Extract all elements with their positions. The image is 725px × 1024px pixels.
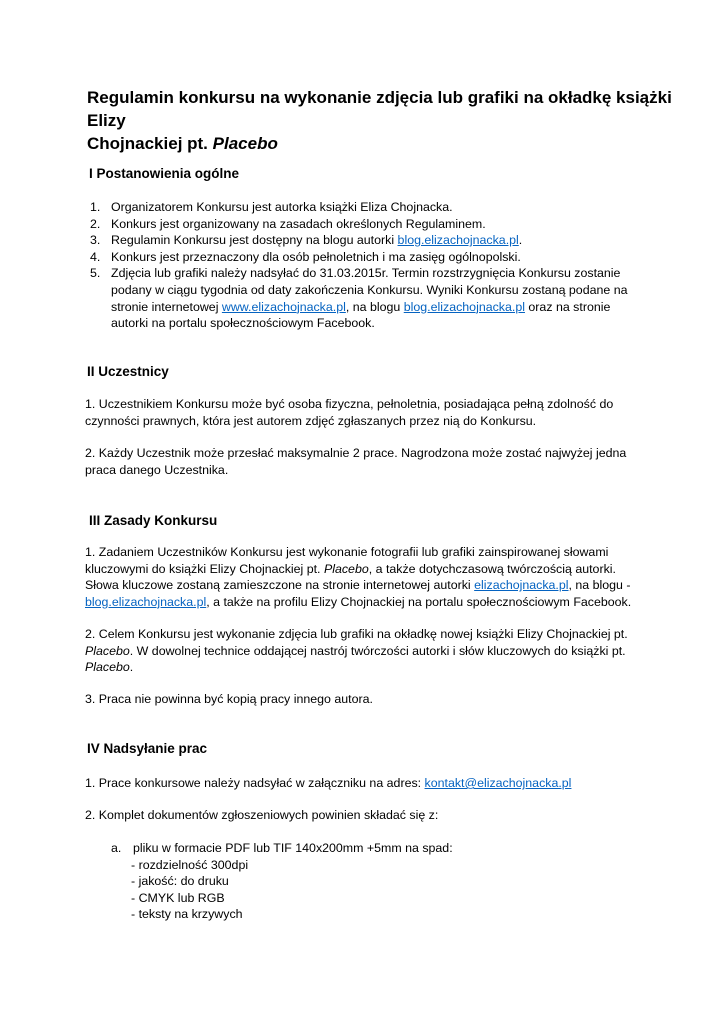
section-2-paragraph-1: 1. Uczestnikiem Konkursu może być osoba fizyczna, pełnoletnia, posiadająca pełną zdolność do czynności prawnych, która jest autorem zdjęć zgłaszanych przez nią do Konkursu. (85, 397, 614, 428)
section-2-heading: II Uczestnicy (87, 364, 169, 379)
blog-link[interactable]: blog.elizachojnacka.pl (403, 299, 525, 314)
title-book-name: Placebo (212, 134, 278, 153)
list-item: - CMYK lub RGB (131, 891, 225, 905)
list-item: 5. Zdjęcia lub grafiki należy nadsyłać do 31.03.2015r. Termin rozstrzygnięcia Konkursu zostanie podany w ciągu tygodnia od daty zakończenia Konkursu. Wyniki Konkursu zostaną podane na stronie internetowej www.elizachojnacka.pl, na blogu blog.elizachojnacka.pl oraz na stronie autorki na portalu społecznościowym Facebook. (90, 266, 628, 331)
website-link[interactable]: elizachojnacka.pl (474, 578, 569, 593)
section-4-paragraph-1: 1. Prace konkursowe należy nadsyłać w załączniku na adres: kontakt@elizachojnacka.pl (85, 776, 572, 790)
list-item-a: pliku w formacie PDF lub TIF 140x200mm +5mm na spad: (133, 841, 453, 855)
title-line-1: Regulamin konkursu na wykonanie zdjęcia lub grafiki na okładkę książki Elizy (87, 88, 672, 130)
section-3-heading: III Zasady Konkursu (89, 513, 218, 528)
section-2-paragraph-2: 2. Każdy Uczestnik może przesłać maksymalnie 2 prace. Nagrodzona może zostać najwyżej jedna praca danego Uczestnika. (85, 446, 627, 477)
email-link[interactable]: kontakt@elizachojnacka.pl (424, 776, 572, 790)
section-1-list (0, 199, 725, 332)
list-marker-a: a. (111, 841, 122, 855)
section-4-paragraph-2: 2. Komplet dokumentów zgłoszeniowych powinien składać się z: (85, 808, 439, 822)
list-item: - rozdzielność 300dpi (131, 858, 249, 872)
document-title (87, 86, 687, 155)
section-4-heading: IV Nadsyłanie prac (87, 741, 208, 756)
list-item: 1. Organizatorem Konkursu jest autorka książki Eliza Chojnacka. (90, 200, 453, 214)
list-item: 3. Regulamin Konkursu jest dostępny na blogu autorki blog.elizachojnacka.pl. (90, 233, 523, 248)
list-item: 2. Konkurs jest organizowany na zasadach określonych Regulaminem. (90, 216, 486, 231)
section-3-paragraph-1: 1. Zadaniem Uczestników Konkursu jest wykonanie fotografii lub grafiki zainspirowanej słowami kluczowymi do książki Elizy Chojnackiej pt. Placebo, a także dotychczasową twórczością autorki. Słowa kluczowe zostaną zamieszczone na stronie internetowej autorki elizachojnacka.pl, na blogu - blog.elizachojnacka.pl, a także na profilu Elizy Chojnackiej na portalu społecznościowym Facebook. (85, 545, 632, 609)
title-line-2-prefix: Chojnackiej pt. (87, 134, 213, 153)
section-1-heading: I Postanowienia ogólne (89, 166, 240, 181)
list-item: - teksty na krzywych (131, 907, 243, 921)
blog-link[interactable]: blog.elizachojnacka.pl (397, 233, 519, 248)
list-item: 4. Konkurs jest przeznaczony dla osób pełnoletnich i ma zasięg ogólnopolski. (90, 249, 521, 264)
section-3-paragraph-2: 2. Celem Konkursu jest wykonanie zdjęcia lub grafiki na okładkę nowej książki Elizy Chojnackiej pt. Placebo. W dowolnej technice oddającej nastrój twórczości autorki i słów kluczowych do książki pt. Placebo. (85, 627, 628, 675)
blog-link[interactable]: blog.elizachojnacka.pl (85, 594, 207, 609)
list-item: - jakość: do druku (131, 874, 229, 888)
section-3-paragraph-3: 3. Praca nie powinna być kopią pracy innego autora. (85, 692, 373, 706)
website-link[interactable]: www.elizachojnacka.pl (221, 299, 346, 314)
